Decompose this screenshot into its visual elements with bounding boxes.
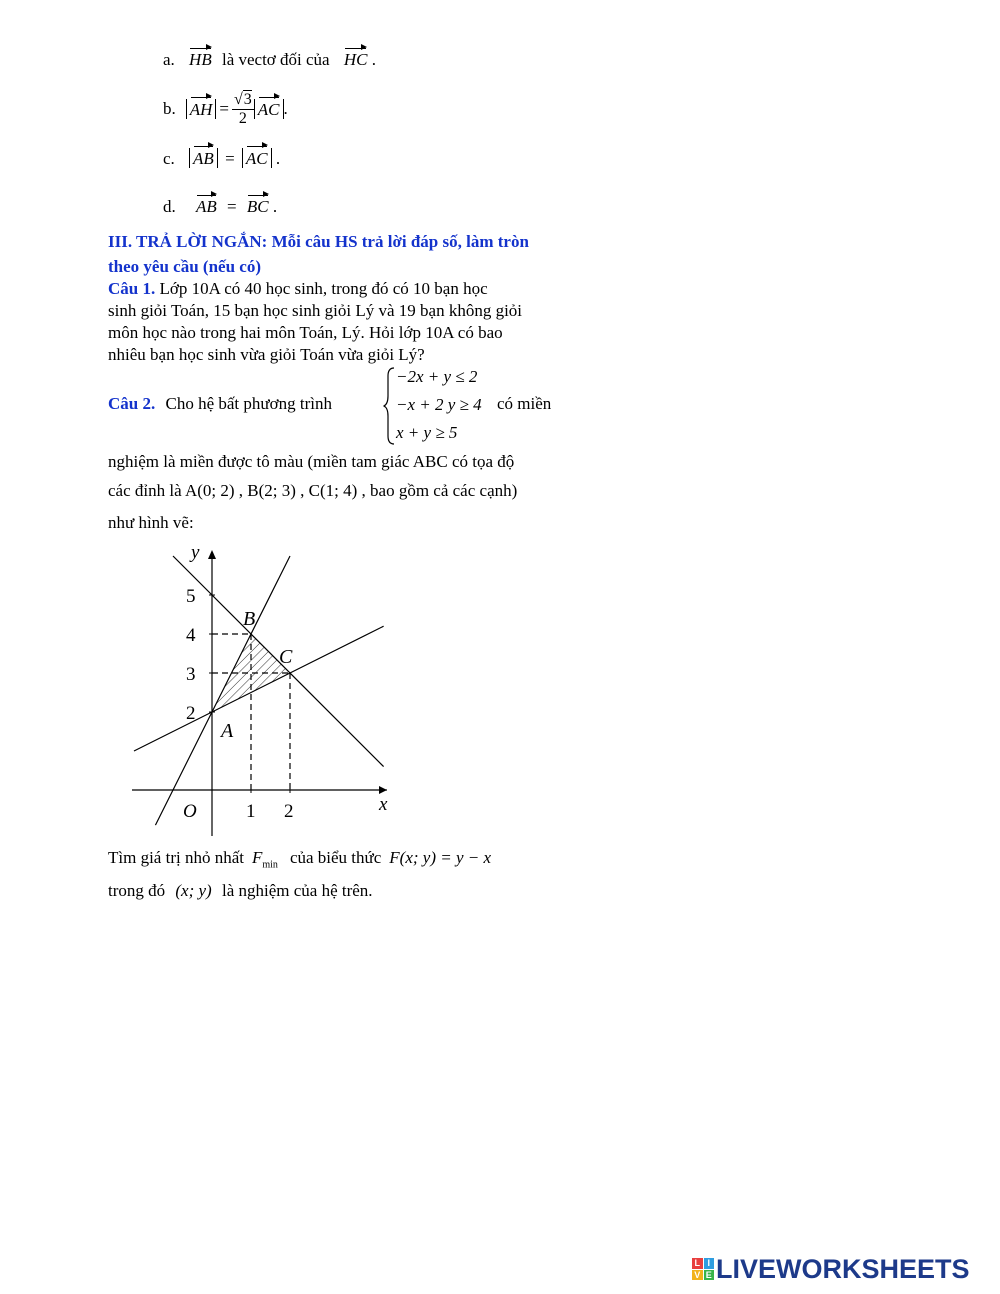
logo-letter: I bbox=[704, 1258, 715, 1269]
x-tick-2: 2 bbox=[284, 801, 294, 822]
logo-letter: L bbox=[692, 1258, 703, 1269]
question-2-line2: nghiệm là miền được tô màu (miền tam giác ABC có tọa độ bbox=[108, 452, 515, 471]
question-1-label: Câu 1. bbox=[108, 279, 156, 298]
inequality-2: −x + 2 y ≥ 4 bbox=[396, 395, 482, 414]
question-2-label: Câu 2. bbox=[108, 394, 156, 413]
abs-ah: AH bbox=[186, 99, 217, 119]
question-2-line4: như hình vẽ: bbox=[108, 513, 194, 532]
ask2-pre: trong đó bbox=[108, 881, 166, 900]
option-d-label: d. bbox=[163, 197, 176, 216]
x-axis-arrow bbox=[379, 786, 387, 794]
option-a-text: là vectơ đối của bbox=[221, 50, 330, 69]
option-a-label: a. bbox=[163, 50, 175, 69]
question-2-ask-line2 bbox=[108, 881, 373, 901]
f-min: $F_{min}$ bbox=[251, 848, 278, 871]
abs-ac: AC bbox=[242, 148, 272, 168]
question-2-intro bbox=[108, 394, 332, 414]
boundary-line-1 bbox=[155, 556, 290, 825]
question-2-line3: các đỉnh là A(0; 2) , B(2; 3) , C(1; 4) , bao gồm cả các cạnh) bbox=[108, 481, 518, 500]
point-a-label: A bbox=[221, 720, 234, 742]
y-tick-2: 2 bbox=[186, 703, 196, 724]
inequality-3: x + y ≥ 5 bbox=[396, 423, 458, 442]
equals-sign: = bbox=[219, 99, 230, 118]
question-1 bbox=[108, 278, 578, 366]
option-c-label: c. bbox=[163, 149, 175, 168]
logo-letter: E bbox=[704, 1270, 715, 1281]
question-2-intro-text: Cho hệ bất phương trình bbox=[165, 394, 332, 413]
question-2-after: có miền bbox=[497, 394, 552, 413]
equals-sign: = bbox=[225, 149, 235, 168]
ask-expr-pre: của biểu thức bbox=[289, 848, 382, 867]
question-2-ask-line1 bbox=[108, 848, 491, 870]
system-brace bbox=[383, 366, 397, 446]
y-axis-arrow bbox=[208, 550, 216, 559]
option-c bbox=[163, 148, 280, 169]
vector-bc: BC bbox=[246, 197, 269, 216]
vector-hc: HC bbox=[343, 50, 368, 69]
question-1-line1: Lớp 10A có 40 học sinh, trong đó có 10 bạn học bbox=[159, 279, 488, 298]
expression: F(x; y) = y − x bbox=[389, 848, 492, 867]
y-tick-4: 4 bbox=[186, 625, 196, 646]
question-1-line2: sinh giỏi Toán, 15 bạn học sinh giỏi Lý và 19 bạn không giỏi bbox=[108, 301, 523, 320]
vector-hb: HB bbox=[189, 50, 212, 69]
logo-mark bbox=[692, 1258, 714, 1280]
question-1-line4: nhiêu bạn học sinh vừa giỏi Toán vừa giỏi Lý? bbox=[108, 345, 425, 364]
option-d-end: . bbox=[272, 197, 278, 216]
section-heading-line2: theo yêu cầu (nếu có) bbox=[108, 257, 261, 276]
option-a bbox=[163, 50, 376, 70]
section-heading bbox=[108, 229, 588, 279]
feasible-region-graph bbox=[125, 540, 400, 840]
x-axis-label: x bbox=[379, 794, 388, 815]
ask2-xy: (x; y) bbox=[175, 881, 212, 900]
abs-ab: AB bbox=[189, 148, 218, 168]
option-c-end: . bbox=[275, 149, 281, 168]
x-tick-1: 1 bbox=[246, 801, 256, 822]
option-d bbox=[163, 197, 277, 217]
origin-label: O bbox=[183, 801, 197, 822]
ask2-post: là nghiệm của hệ trên. bbox=[221, 881, 373, 900]
equals-sign: = bbox=[227, 197, 237, 216]
point-b-label: B bbox=[243, 608, 256, 630]
option-b-end: . bbox=[283, 99, 288, 118]
section-heading-line1: III. TRẢ LỜI NGẮN: Mỗi câu HS trả lời đáp số, làm tròn bbox=[108, 232, 529, 251]
option-b-label: b. bbox=[163, 99, 176, 118]
y-tick-5: 5 bbox=[186, 586, 196, 607]
logo-letter: V bbox=[692, 1270, 703, 1281]
option-a-end: . bbox=[371, 50, 376, 69]
logo-text: LIVEWORKSHEETS bbox=[716, 1253, 970, 1284]
abs-ac: AC bbox=[254, 99, 284, 119]
fraction-sqrt3-over-2: $\frac{√3}{2}$ bbox=[234, 90, 252, 127]
question-1-line3: môn học nào trong hai môn Toán, Lý. Hỏi lớp 10A có bao bbox=[108, 323, 503, 342]
option-b bbox=[163, 86, 288, 132]
point-c-label: C bbox=[279, 646, 293, 668]
vector-ab: AB bbox=[196, 197, 217, 216]
ask-text: Tìm giá trị nhỏ nhất bbox=[108, 848, 244, 867]
y-axis-label: y bbox=[191, 542, 200, 563]
inequality-1: −2x + y ≤ 2 bbox=[396, 367, 478, 386]
y-tick-3: 3 bbox=[186, 664, 196, 685]
liveworksheets-logo bbox=[692, 1254, 970, 1284]
